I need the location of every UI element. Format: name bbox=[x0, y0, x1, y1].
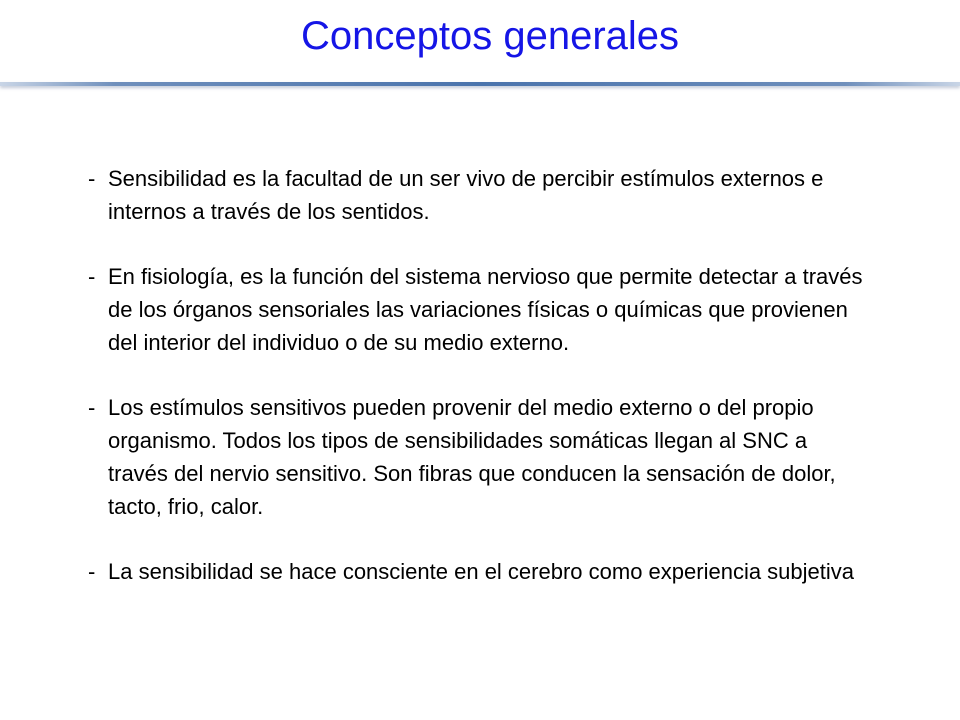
list-item bbox=[88, 260, 868, 359]
title-divider bbox=[0, 82, 960, 86]
bullet-text: Sensibilidad es la facultad de un ser vivo de percibir estímulos externos e internos a través de los sentidos. bbox=[108, 166, 824, 224]
bullet-list bbox=[88, 162, 868, 588]
list-item bbox=[88, 391, 868, 523]
bullet-text: En fisiología, es la función del sistema nervioso que permite detectar a través de los órganos sensoriales las variaciones físicas o químicas que provienen del interior del individuo o de su medio externo. bbox=[108, 264, 863, 355]
bullet-marker: - bbox=[88, 559, 96, 584]
bullet-marker: - bbox=[88, 166, 96, 191]
list-item bbox=[88, 162, 868, 228]
bullet-marker: - bbox=[88, 264, 96, 289]
bullet-marker: - bbox=[88, 395, 96, 420]
bullet-text: La sensibilidad se hace consciente en el cerebro como experiencia subjetiva bbox=[108, 559, 855, 584]
slide-title: Conceptos generales bbox=[300, 14, 680, 58]
bullet-text: Los estímulos sensitivos pueden provenir del medio externo o del propio organismo. Todos los tipos de sensibilidades somáticas llegan al SNC a través del nervio sensitivo. Son fibras que conducen la sensación de dolor, tacto, frio, calor. bbox=[108, 395, 836, 519]
list-item bbox=[88, 555, 868, 588]
